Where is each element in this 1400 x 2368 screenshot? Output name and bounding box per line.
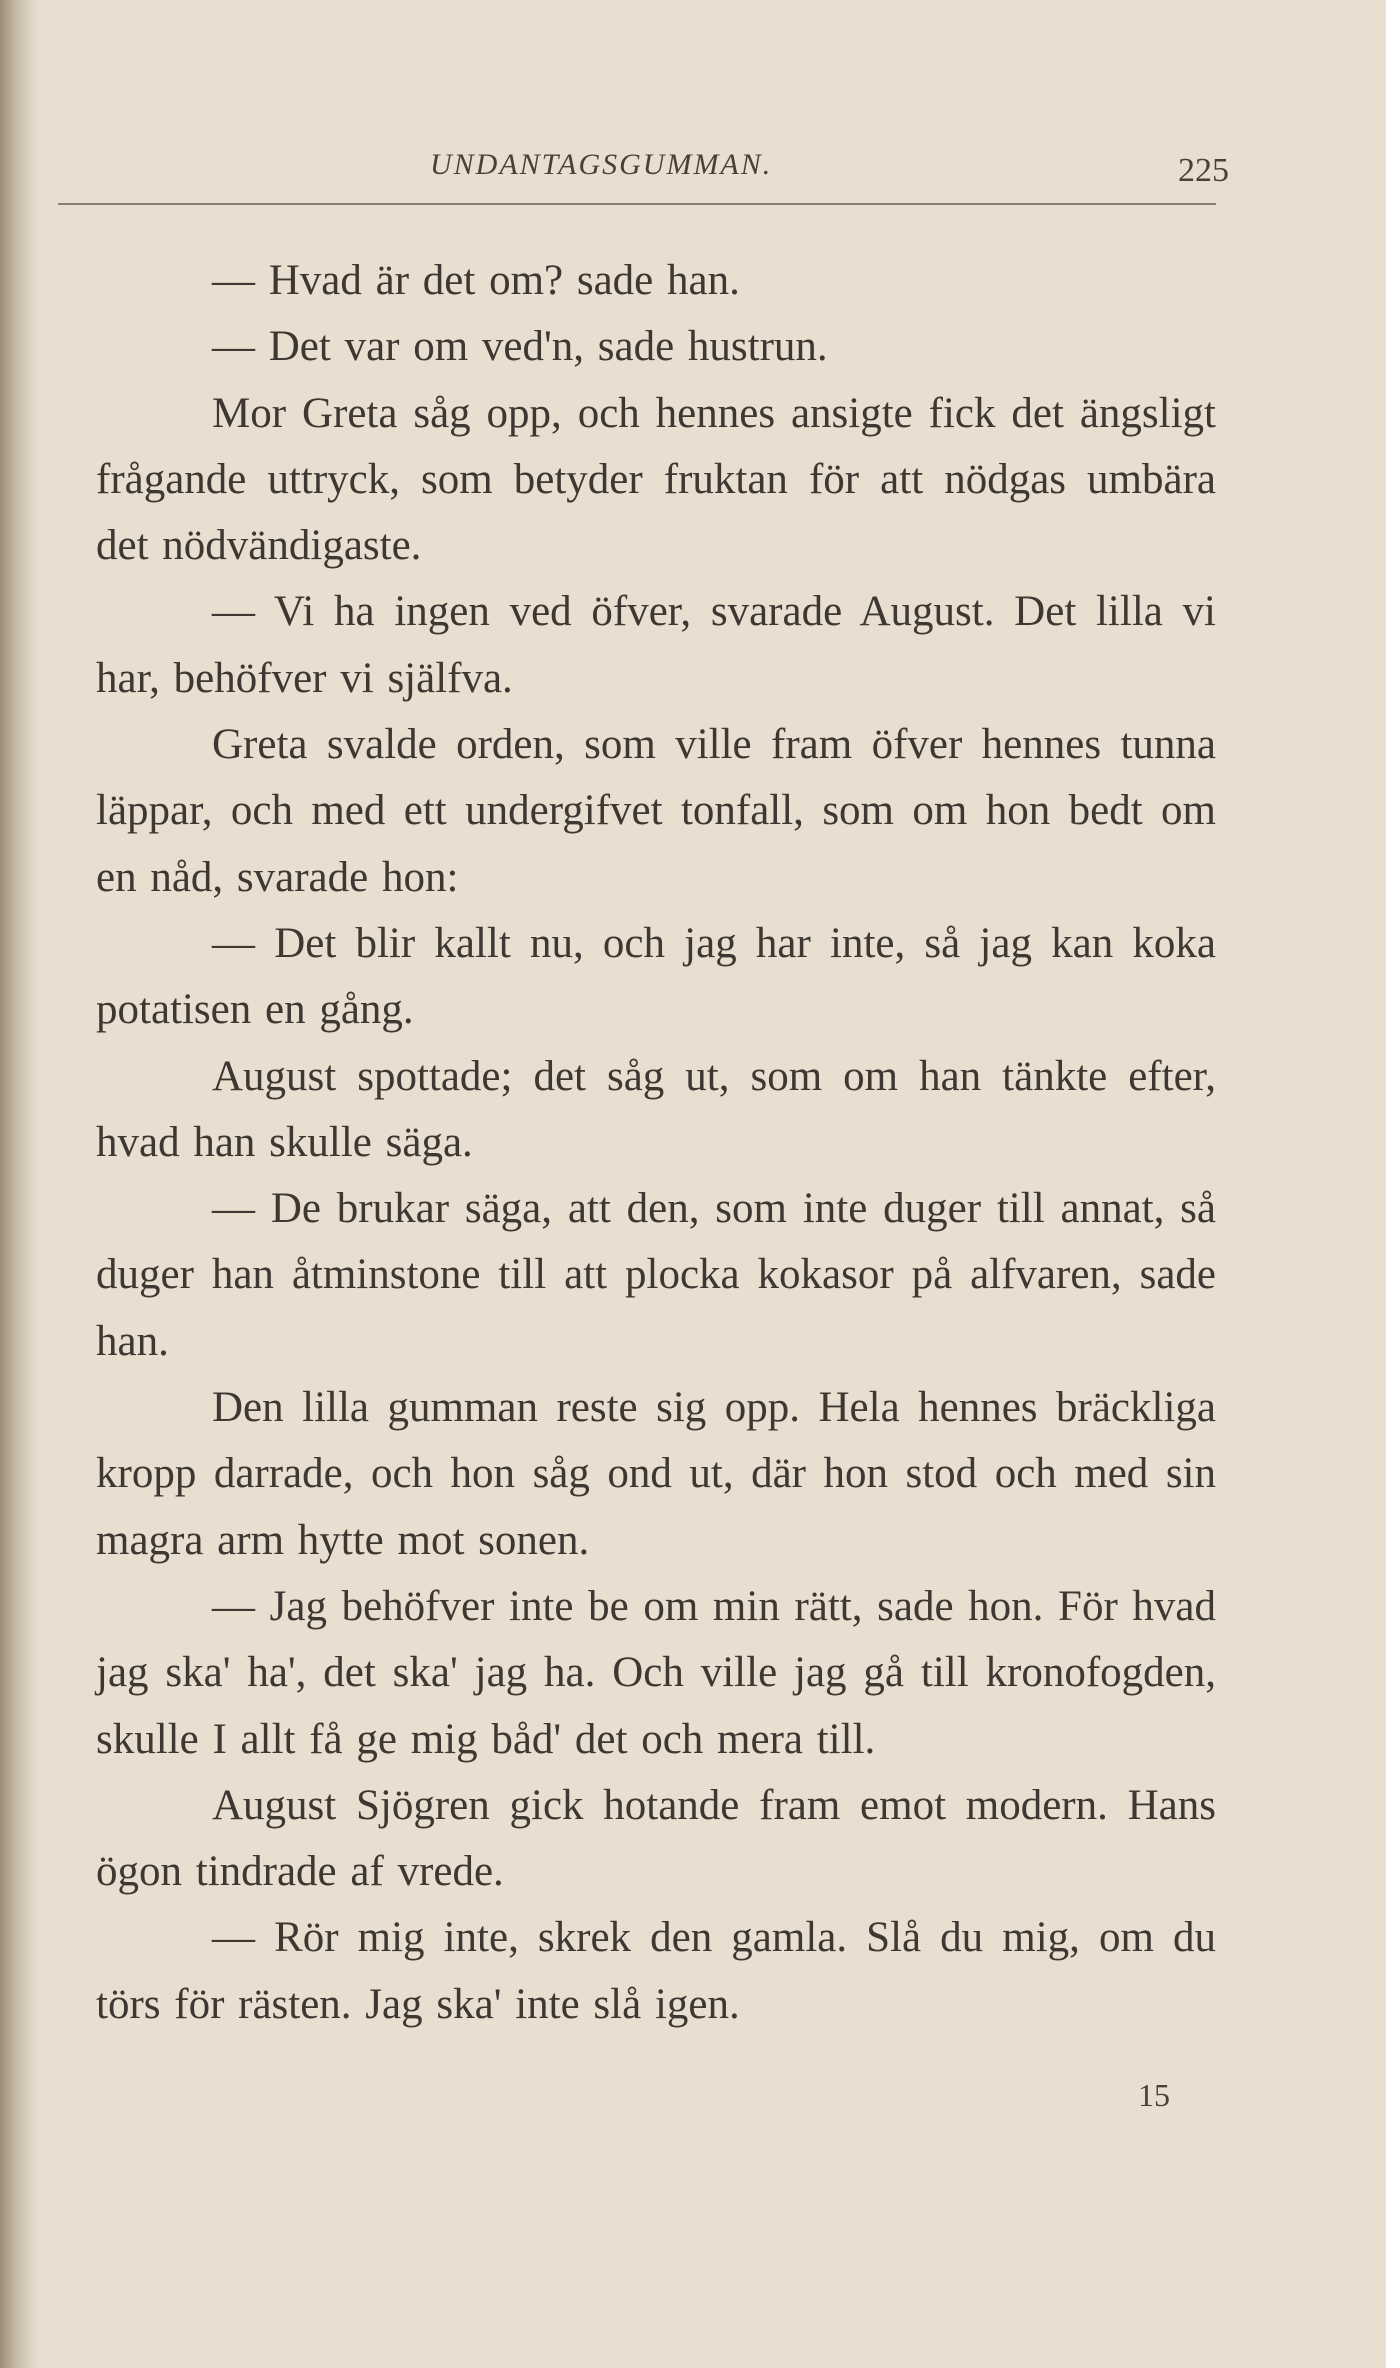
paragraph: August Sjögren gick hotande fram emot modern. Hans ögon tindrade af vrede. bbox=[96, 1781, 1216, 1896]
paragraph: — De brukar säga, att den, som inte duger till annat, så duger han åtminstone till att plocka kokasor på alfvaren, sade han. bbox=[96, 1185, 1216, 1365]
header-rule bbox=[58, 203, 1216, 205]
paragraph: — Det var om ved'n, sade hustrun. bbox=[212, 323, 828, 371]
paragraph: Mor Greta såg opp, och hennes ansigte fick det ängsligt frågande uttryck, som betyder fruktan för att nödgas umbära det nödvändigaste. bbox=[96, 389, 1216, 570]
paragraph: — Det blir kallt nu, och jag har inte, så jag kan koka potatisen en gång. bbox=[96, 919, 1216, 1034]
gutter-shadow bbox=[0, 0, 38, 2368]
page-edge bbox=[1386, 0, 1400, 2368]
paragraph: August spottade; det såg ut, som om han tänkte efter, hvad han skulle säga. bbox=[96, 1052, 1216, 1166]
paragraph: — Rör mig inte, skrek den gamla. Slå du mig, om du törs för rästen. Jag ska' inte slå igen. bbox=[96, 1914, 1216, 2028]
running-head: UNDANTAGSGUMMAN. bbox=[430, 148, 773, 181]
paragraph: Greta svalde orden, som ville fram öfver hennes tunna läppar, och med ett undergifvet tonfall, som om hon bedt om en nåd, svarade hon: bbox=[96, 721, 1216, 901]
paragraph: Den lilla gumman reste sig opp. Hela hennes bräckliga kropp darrade, och hon såg ond ut, där hon stod och med sin magra arm hytte mot sonen. bbox=[96, 1384, 1216, 1564]
paragraph: — Vi ha ingen ved öfver, svarade August. Det lilla vi har, behöfver vi själfva. bbox=[96, 588, 1216, 702]
paragraph: — Hvad är det om? sade han. bbox=[212, 257, 740, 304]
body-text bbox=[96, 248, 1216, 2038]
page-number: 225 bbox=[1178, 152, 1229, 189]
paragraph: — Jag behöfver inte be om min rätt, sade hon. För hvad jag ska' ha', det ska' jag ha. Och ville jag gå till kronofogden, skulle I allt få ge mig båd' det och mera till. bbox=[96, 1582, 1216, 1763]
signature-mark: 15 bbox=[1138, 2077, 1170, 2113]
